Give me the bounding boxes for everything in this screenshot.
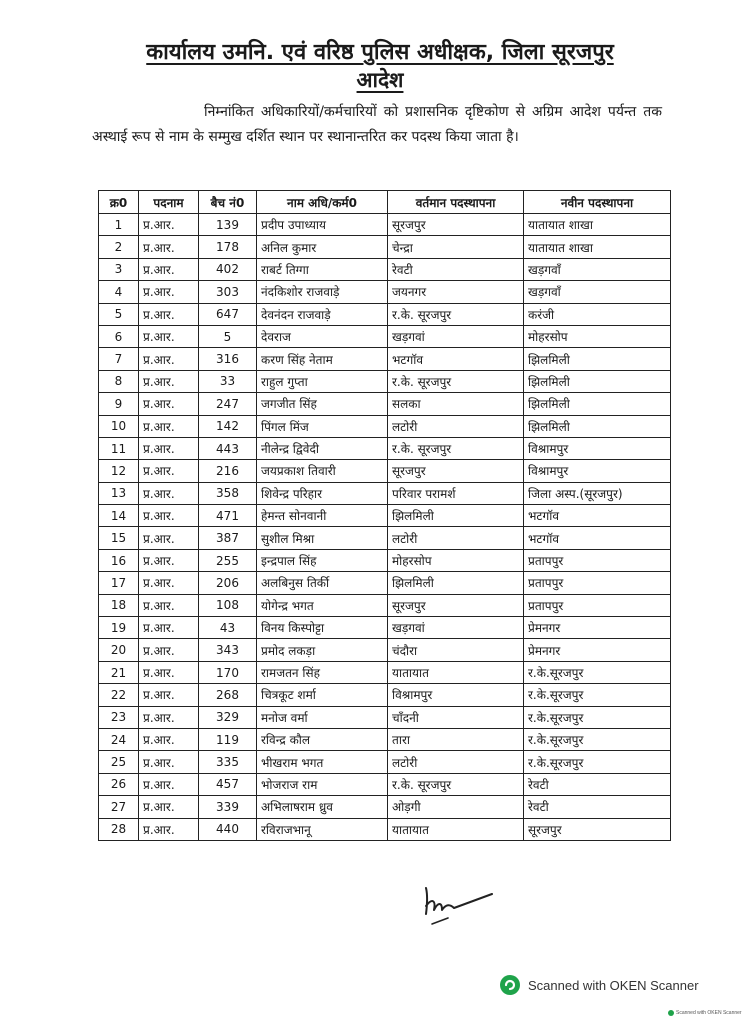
table-row — [99, 549, 671, 571]
cell-batch: 255 — [199, 549, 257, 571]
scanner-watermark-small-text: Scanned with OKEN Scanner — [676, 1010, 742, 1016]
scanner-watermark-small — [668, 1010, 742, 1016]
cell-batch: 5 — [199, 325, 257, 347]
cell-current-posting: सलका — [388, 393, 524, 415]
cell-batch: 358 — [199, 482, 257, 504]
cell-new-posting: खड़गवॉं — [524, 281, 671, 303]
column-header-new-posting: नवीन पदस्थापना — [524, 191, 671, 214]
table-row — [99, 236, 671, 258]
cell-batch: 247 — [199, 393, 257, 415]
cell-batch: 268 — [199, 684, 257, 706]
cell-name: अभिलाषराम ध्रुव — [257, 796, 388, 818]
cell-current-posting: लटोरी — [388, 751, 524, 773]
cell-name: प्रमोद लकड़ा — [257, 639, 388, 661]
cell-rank: प्र.आर. — [139, 393, 199, 415]
cell-serial: 17 — [99, 572, 139, 594]
handwritten-signature — [418, 880, 498, 930]
cell-name: शिवेन्द्र परिहार — [257, 482, 388, 504]
cell-new-posting: भटगॉव — [524, 527, 671, 549]
cell-name: राहुल गुप्ता — [257, 370, 388, 392]
cell-name: जयप्रकाश तिवारी — [257, 460, 388, 482]
cell-new-posting: यातायात शाखा — [524, 236, 671, 258]
cell-serial: 1 — [99, 214, 139, 236]
column-header-current-posting: वर्तमान पदस्थापना — [388, 191, 524, 214]
cell-name: राबर्ट तिग्गा — [257, 258, 388, 280]
cell-name: रविराजभानू — [257, 818, 388, 840]
cell-serial: 14 — [99, 505, 139, 527]
table-row — [99, 437, 671, 459]
cell-serial: 21 — [99, 661, 139, 683]
cell-name: अलबिनुस तिर्की — [257, 572, 388, 594]
cell-new-posting: रेवटी — [524, 796, 671, 818]
table-row — [99, 773, 671, 795]
cell-batch: 387 — [199, 527, 257, 549]
cell-serial: 26 — [99, 773, 139, 795]
cell-batch: 402 — [199, 258, 257, 280]
cell-new-posting: करंजी — [524, 303, 671, 325]
cell-new-posting: झिलमिली — [524, 370, 671, 392]
column-header-name: नाम अधि/कर्म0 — [257, 191, 388, 214]
table-row — [99, 393, 671, 415]
cell-batch: 329 — [199, 706, 257, 728]
cell-rank: प्र.आर. — [139, 728, 199, 750]
cell-batch: 440 — [199, 818, 257, 840]
table-row — [99, 348, 671, 370]
cell-current-posting: र.के. सूरजपुर — [388, 773, 524, 795]
cell-current-posting: यातायात — [388, 661, 524, 683]
cell-rank: प्र.आर. — [139, 236, 199, 258]
table-row — [99, 594, 671, 616]
cell-new-posting: विश्रामपुर — [524, 460, 671, 482]
cell-batch: 471 — [199, 505, 257, 527]
cell-rank: प्र.आर. — [139, 415, 199, 437]
transfer-table — [98, 190, 671, 841]
cell-current-posting: चॉंदनी — [388, 706, 524, 728]
cell-name: योगेन्द्र भगत — [257, 594, 388, 616]
cell-new-posting: र.के.सूरजपुर — [524, 706, 671, 728]
cell-rank: प्र.आर. — [139, 325, 199, 347]
cell-batch: 178 — [199, 236, 257, 258]
cell-name: इन्द्रपाल सिंह — [257, 549, 388, 571]
cell-batch: 443 — [199, 437, 257, 459]
table-row — [99, 796, 671, 818]
cell-current-posting: यातायात — [388, 818, 524, 840]
cell-rank: प्र.आर. — [139, 460, 199, 482]
cell-new-posting: खड़गवॉं — [524, 258, 671, 280]
cell-rank: प्र.आर. — [139, 594, 199, 616]
order-body-text: निम्नांकित अधिकारियों/कर्मचारियों को प्रशासनिक दृष्टिकोण से अग्रिम आदेश पर्यन्त तक अस्थाई रूप से नाम के सम्मुख दर्शित स्थान पर स्थानान्तरित कर पदस्थ किया जाता है। — [92, 104, 662, 145]
cell-serial: 20 — [99, 639, 139, 661]
table-row — [99, 214, 671, 236]
cell-batch: 119 — [199, 728, 257, 750]
cell-name: नीलेन्द्र द्विवेदी — [257, 437, 388, 459]
table-row — [99, 303, 671, 325]
cell-current-posting: चंदौरा — [388, 639, 524, 661]
cell-batch: 108 — [199, 594, 257, 616]
cell-rank: प्र.आर. — [139, 639, 199, 661]
cell-current-posting: सूरजपुर — [388, 594, 524, 616]
cell-current-posting: रेवटी — [388, 258, 524, 280]
cell-rank: प्र.आर. — [139, 684, 199, 706]
cell-rank: प्र.आर. — [139, 370, 199, 392]
cell-rank: प्र.आर. — [139, 617, 199, 639]
cell-rank: प्र.आर. — [139, 482, 199, 504]
cell-rank: प्र.आर. — [139, 751, 199, 773]
table-row — [99, 527, 671, 549]
scanner-watermark-text: Scanned with OKEN Scanner — [528, 977, 699, 993]
cell-serial: 2 — [99, 236, 139, 258]
cell-new-posting: प्रेमनगर — [524, 617, 671, 639]
cell-current-posting: मोहरसोप — [388, 549, 524, 571]
cell-new-posting: र.के.सूरजपुर — [524, 728, 671, 750]
cell-batch: 343 — [199, 639, 257, 661]
cell-new-posting: र.के.सूरजपुर — [524, 661, 671, 683]
column-header-rank: पदनाम — [139, 191, 199, 214]
cell-rank: प्र.आर. — [139, 818, 199, 840]
table-row — [99, 818, 671, 840]
cell-new-posting: र.के.सूरजपुर — [524, 751, 671, 773]
scanner-watermark — [500, 974, 735, 996]
cell-current-posting: झिलमिली — [388, 572, 524, 594]
cell-rank: प्र.आर. — [139, 572, 199, 594]
cell-serial: 16 — [99, 549, 139, 571]
cell-name: प्रदीप उपाध्याय — [257, 214, 388, 236]
cell-current-posting: चेन्द्रा — [388, 236, 524, 258]
table-row — [99, 617, 671, 639]
cell-current-posting: सूरजपुर — [388, 460, 524, 482]
table-row — [99, 751, 671, 773]
table-row — [99, 505, 671, 527]
cell-new-posting: प्रतापपुर — [524, 549, 671, 571]
column-header-serial: क्र0 — [99, 191, 139, 214]
cell-serial: 23 — [99, 706, 139, 728]
cell-current-posting: ओड़गी — [388, 796, 524, 818]
cell-name: देवनंदन राजवाड़े — [257, 303, 388, 325]
cell-new-posting: प्रतापपुर — [524, 594, 671, 616]
table-row — [99, 370, 671, 392]
cell-name: देवराज — [257, 325, 388, 347]
cell-serial: 25 — [99, 751, 139, 773]
cell-current-posting: परिवार परामर्श — [388, 482, 524, 504]
cell-new-posting: विश्रामपुर — [524, 437, 671, 459]
cell-name: अनिल कुमार — [257, 236, 388, 258]
cell-current-posting: लटोरी — [388, 527, 524, 549]
cell-batch: 33 — [199, 370, 257, 392]
table-row — [99, 460, 671, 482]
table-row — [99, 706, 671, 728]
cell-name: भीखराम भगत — [257, 751, 388, 773]
cell-current-posting: जयनगर — [388, 281, 524, 303]
cell-new-posting: मोहरसोप — [524, 325, 671, 347]
cell-serial: 19 — [99, 617, 139, 639]
table-header-row — [99, 191, 671, 214]
cell-rank: प्र.आर. — [139, 258, 199, 280]
cell-batch: 647 — [199, 303, 257, 325]
cell-name: विनय किस्पोट्टा — [257, 617, 388, 639]
cell-new-posting: झिलमिली — [524, 393, 671, 415]
cell-new-posting: र.के.सूरजपुर — [524, 684, 671, 706]
cell-current-posting: सूरजपुर — [388, 214, 524, 236]
column-header-batch: बैच नं0 — [199, 191, 257, 214]
table-row — [99, 684, 671, 706]
cell-name: नंदकिशोर राजवाड़े — [257, 281, 388, 303]
cell-current-posting: र.के. सूरजपुर — [388, 437, 524, 459]
cell-rank: प्र.आर. — [139, 214, 199, 236]
office-title: कार्यालय उमनि. एवं वरिष्ठ पुलिस अधीक्षक, जिला सूरजपुर — [146, 40, 614, 65]
cell-serial: 6 — [99, 325, 139, 347]
cell-current-posting: र.के. सूरजपुर — [388, 370, 524, 392]
cell-new-posting: झिलमिली — [524, 415, 671, 437]
cell-name: मनोज वर्मा — [257, 706, 388, 728]
cell-current-posting: र.के. सूरजपुर — [388, 303, 524, 325]
cell-current-posting: खड़गवां — [388, 617, 524, 639]
cell-current-posting: लटोरी — [388, 415, 524, 437]
cell-name: सुशील मिश्रा — [257, 527, 388, 549]
cell-name: चित्रकूट शर्मा — [257, 684, 388, 706]
oken-scanner-logo-icon — [500, 975, 520, 995]
cell-new-posting: रेवटी — [524, 773, 671, 795]
table-row — [99, 661, 671, 683]
cell-current-posting: तारा — [388, 728, 524, 750]
cell-new-posting: यातायात शाखा — [524, 214, 671, 236]
cell-rank: प्र.आर. — [139, 661, 199, 683]
table-body — [99, 214, 671, 841]
cell-current-posting: भटगॉव — [388, 348, 524, 370]
cell-batch: 216 — [199, 460, 257, 482]
cell-batch: 170 — [199, 661, 257, 683]
table-row — [99, 415, 671, 437]
cell-batch: 139 — [199, 214, 257, 236]
cell-serial: 9 — [99, 393, 139, 415]
cell-name: रामजतन सिंह — [257, 661, 388, 683]
table-row — [99, 258, 671, 280]
cell-batch: 206 — [199, 572, 257, 594]
cell-serial: 22 — [99, 684, 139, 706]
cell-rank: प्र.आर. — [139, 303, 199, 325]
cell-batch: 303 — [199, 281, 257, 303]
cell-name: पिंगल मिंज — [257, 415, 388, 437]
cell-name: हेमन्त सोनवानी — [257, 505, 388, 527]
table-row — [99, 281, 671, 303]
cell-batch: 142 — [199, 415, 257, 437]
cell-batch: 335 — [199, 751, 257, 773]
cell-serial: 15 — [99, 527, 139, 549]
cell-new-posting: प्रेमनगर — [524, 639, 671, 661]
cell-new-posting: प्रतापपुर — [524, 572, 671, 594]
cell-rank: प्र.आर. — [139, 348, 199, 370]
cell-serial: 24 — [99, 728, 139, 750]
cell-rank: प्र.आर. — [139, 281, 199, 303]
cell-name: भोजराज राम — [257, 773, 388, 795]
cell-serial: 11 — [99, 437, 139, 459]
cell-rank: प्र.आर. — [139, 527, 199, 549]
cell-new-posting: झिलमिली — [524, 348, 671, 370]
cell-current-posting: विश्रामपुर — [388, 684, 524, 706]
cell-serial: 7 — [99, 348, 139, 370]
table-row — [99, 325, 671, 347]
cell-rank: प्र.आर. — [139, 706, 199, 728]
cell-batch: 316 — [199, 348, 257, 370]
cell-serial: 12 — [99, 460, 139, 482]
cell-new-posting: भटगॉव — [524, 505, 671, 527]
oken-scanner-small-icon — [668, 1010, 674, 1016]
cell-new-posting: जिला अस्प.(सूरजपुर) — [524, 482, 671, 504]
cell-serial: 13 — [99, 482, 139, 504]
cell-rank: प्र.आर. — [139, 549, 199, 571]
cell-rank: प्र.आर. — [139, 773, 199, 795]
cell-batch: 43 — [199, 617, 257, 639]
cell-serial: 8 — [99, 370, 139, 392]
cell-serial: 5 — [99, 303, 139, 325]
cell-batch: 457 — [199, 773, 257, 795]
cell-name: करण सिंह नेताम — [257, 348, 388, 370]
table-row — [99, 482, 671, 504]
table-row — [99, 572, 671, 594]
cell-serial: 18 — [99, 594, 139, 616]
cell-current-posting: झिलमिली — [388, 505, 524, 527]
cell-name: जगजीत सिंह — [257, 393, 388, 415]
cell-serial: 3 — [99, 258, 139, 280]
table-row — [99, 728, 671, 750]
cell-name: रविन्द्र कौल — [257, 728, 388, 750]
cell-serial: 28 — [99, 818, 139, 840]
table-row — [99, 639, 671, 661]
cell-current-posting: खड़गवां — [388, 325, 524, 347]
cell-serial: 10 — [99, 415, 139, 437]
cell-serial: 4 — [99, 281, 139, 303]
cell-rank: प्र.आर. — [139, 505, 199, 527]
cell-serial: 27 — [99, 796, 139, 818]
cell-rank: प्र.आर. — [139, 437, 199, 459]
cell-rank: प्र.आर. — [139, 796, 199, 818]
cell-batch: 339 — [199, 796, 257, 818]
order-heading: आदेश — [356, 68, 404, 92]
cell-new-posting: सूरजपुर — [524, 818, 671, 840]
